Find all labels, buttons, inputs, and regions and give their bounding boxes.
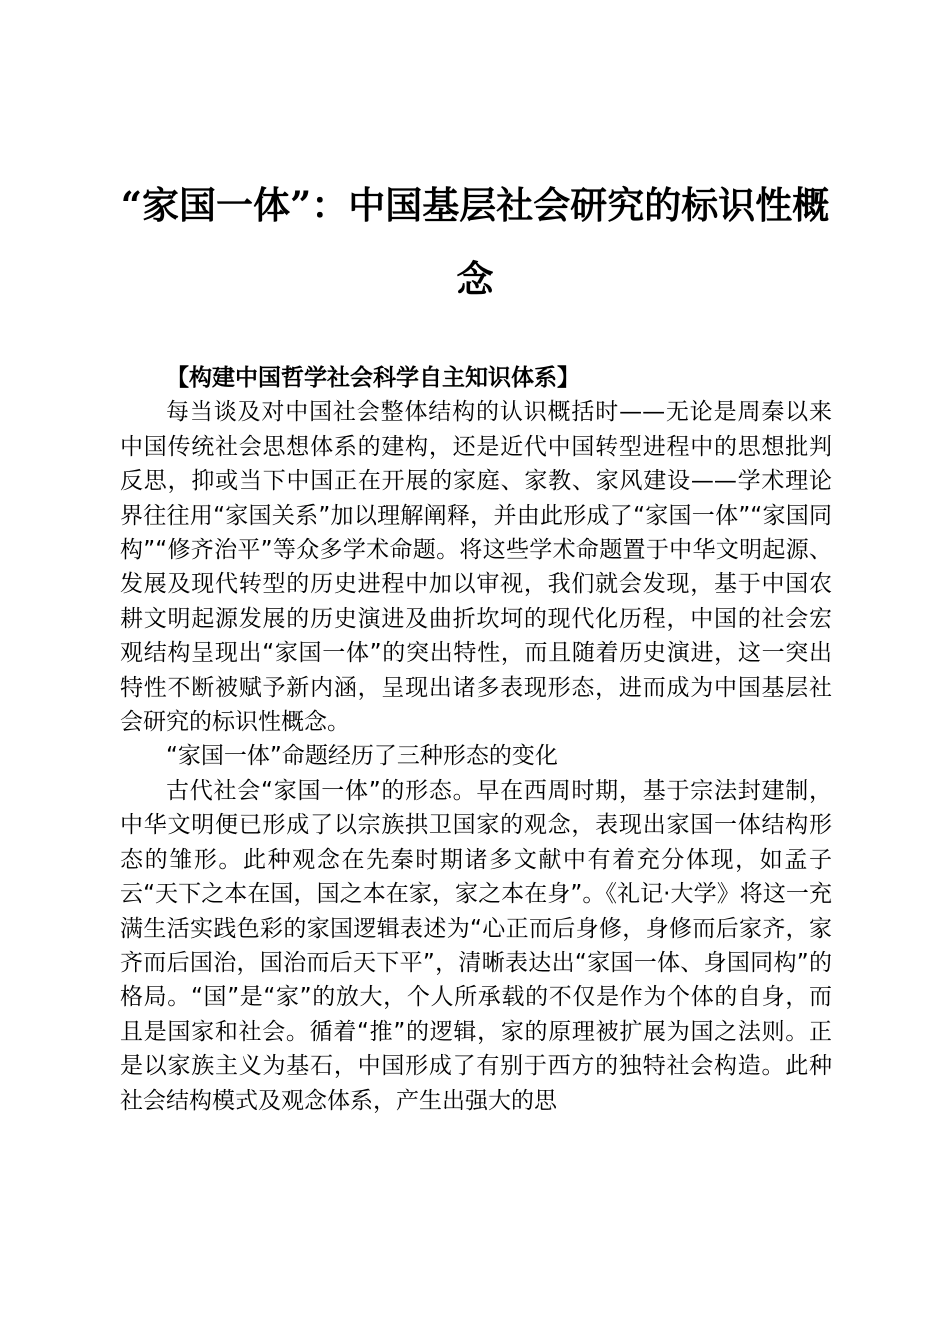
document-title: “家国一体”：中国基层社会研究的标识性概念 [120, 183, 830, 301]
body-paragraph: 古代社会“家国一体”的形态。早在西周时期，基于宗法封建制，中华文明便已形成了以宗族拱卫国家的观念，表现出家国一体结构形态的雏形。此种观念在先秦时期诸多文献中有着充分体现，如孟子云“天下之本在国，国之本在家，家之本在身”。《礼记·大学》将这一充满生活实践色彩的家国逻辑表述为“心正而后身修，身修而后家齐，家齐而后国治，国治而后天下平”，清晰表达出“家国一体、身国同构”的格局。“国”是“家”的放大，个人所承载的不仅是作为个体的自身，而且是国家和社会。循着“推”的逻辑，家的原理被扩展为国之法则。正是以家族主义为基石，中国形成了有别于西方的独特社会构造。此种社会结构模式及观念体系，产生出强大的思 [120, 777, 832, 1114]
section-heading: “家国一体”命题经历了三种形态的变化 [166, 743, 558, 770]
document-body [120, 361, 832, 1118]
column-label: 【构建中国哲学社会科学自主知识体系】 [166, 365, 580, 391]
intro-paragraph: 每当谈及对中国社会整体结构的认识概括时——无论是周秦以来中国传统社会思想体系的建构，还是近代中国转型进程中的思想批判反思，抑或当下中国正在开展的家庭、家教、家风建设——学术理论界往往用“家国关系”加以理解阐释，并由此形成了“家国一体”“家国同构”“修齐治平”等众多学术命题。将这些学术命题置于中华文明起源、发展及现代转型的历史进程中加以审视，我们就会发现，基于中国农耕文明起源发展的历史演进及曲折坎坷的现代化历程，中国的社会宏观结构呈现出“家国一体”的突出特性，而且随着历史演进，这一突出特性不断被赋予新内涵，呈现出诸多表现形态，进而成为中国基层社会研究的标识性概念。 [120, 399, 832, 736]
